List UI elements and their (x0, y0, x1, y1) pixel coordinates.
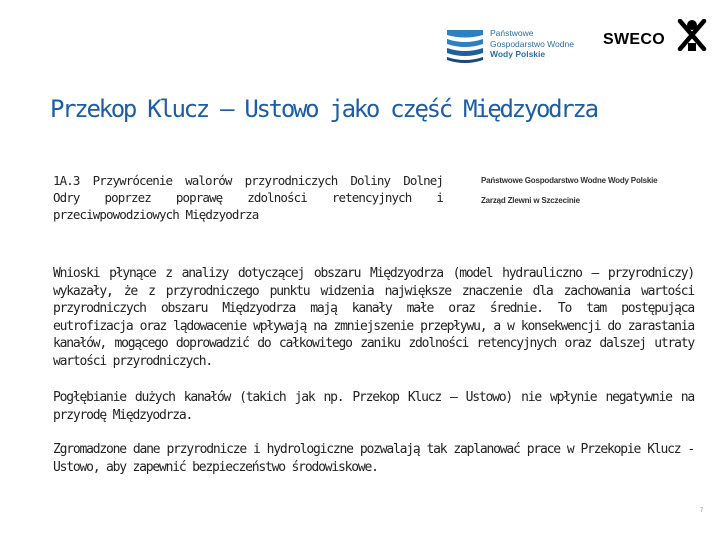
wody-polskie-wordmark (490, 28, 574, 60)
wody-polskie-wave-icon (445, 27, 485, 65)
wody-polskie-line2: Gospodarstwo Wodne (490, 38, 574, 49)
slide-title: Przekop Klucz – Ustowo jako część Międzyodrza (50, 95, 597, 123)
wody-polskie-line3: Wody Polskie (490, 49, 546, 59)
wody-polskie-line1: Państwowe (490, 28, 534, 38)
paragraph-environmental-safety: Zgromadzone dane przyrodnicze i hydrologiczne pozwalają tak zaplanować prace w Przekopie Klucz - Ustowo, aby zapewnić bezpieczeństwo środowiskowe. (53, 442, 694, 475)
paragraph-analysis-conclusions: Wnioski płynące z analizy dotyczącej obszaru Międzyodrza (model hydrauliczno – przyrodniczy) wykazały, że z przyrodniczego punktu widzenia największe znaczenie dla zachowania wartości przyrodniczych obszaru Międzyodrza mają kanały małe oraz średnie. To tam postępująca eutrofizacja oraz lądowacenie wpływają na zmniejszenie przepływu, a w konsekwencji do zarastania kanałów, mogącego doprowadzić do całkowitego zaniku zdolności retencyjnych oraz dalszej utraty wartości przyrodniczych. (53, 266, 694, 369)
organization-unit: Zarząd Zlewni w Szczecinie (481, 196, 580, 205)
paragraph-deepening-channels: Pogłębianie dużych kanałów (takich jak np. Przekop Klucz – Ustowo) nie wpłynie negatywnie na przyrodę Międzyodrza. (53, 390, 694, 423)
project-subtitle: 1A.3 Przywrócenie walorów przyrodniczych Doliny Dolnej Odry poprzez poprawę zdolności retencyjnych i przeciwpowodziowych Międzyodrza (53, 173, 443, 222)
organization-name: Państwowe Gospodarstwo Wodne Wody Polskie (481, 176, 658, 185)
page-number: 7 (700, 508, 704, 514)
sweco-wordmark: SWECO (603, 31, 665, 48)
sweco-logo (603, 19, 708, 53)
sweco-figure-icon (677, 19, 707, 51)
organization-block (481, 176, 711, 216)
wody-polskie-logo (445, 25, 574, 67)
